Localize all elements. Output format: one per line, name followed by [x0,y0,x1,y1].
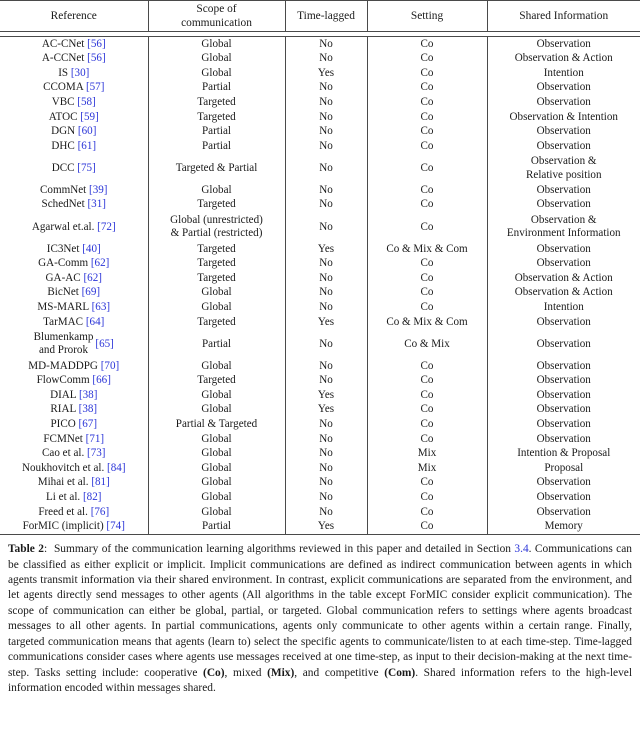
cell-time-lagged: No [285,490,367,505]
cell-scope-of-communication: Targeted & Partial [148,154,285,184]
cell-setting: Co [367,476,487,491]
cell-shared-information: Observation & Action [487,286,640,301]
column-header-scope-line1: Scope of [196,3,237,16]
caption-part5: . Shared information refers to the high-level information encoded within messages shared. [8,666,633,695]
reference-name: AC-CNet [41,37,88,50]
cell-shared-information: Memory [487,520,640,535]
cell-time-lagged: No [285,447,367,462]
cell-time-lagged: Yes [285,388,367,403]
cell-setting: Co [367,505,487,520]
table-row [0,37,640,52]
citation-link[interactable]: [62] [83,271,102,284]
table-row [0,447,640,462]
column-header-shared-information [487,1,640,32]
cell-time-lagged: No [285,417,367,432]
cell-shared-information: Observation [487,432,640,447]
cell-scope-of-communication: Partial [148,139,285,154]
column-header-scope [148,1,285,32]
cell-shared-information: Intention [487,66,640,81]
table-row [0,374,640,389]
cell-scope-of-communication: Targeted [148,374,285,389]
table-row [0,95,640,110]
cell-time-lagged: No [285,330,367,360]
cell-shared-information: Observation [487,374,640,389]
cell-time-lagged: No [285,183,367,198]
cell-reference [0,461,148,476]
reference-name: GA-Comm [38,257,91,270]
cell-setting: Co [367,154,487,184]
citation-link[interactable]: [66] [92,374,111,387]
table-row [0,330,640,360]
cell-setting: Co [367,183,487,198]
cell-scope-of-communication: Partial [148,520,285,535]
reference-name: MS-MARL [37,300,92,313]
table-row [0,212,640,242]
table-row [0,125,640,140]
citation-link[interactable]: [67] [78,418,98,431]
citation-link[interactable]: [81] [91,476,110,489]
cell-shared-information: Observation [487,257,640,272]
cell-shared-information: Observation [487,125,640,140]
table-header-row [0,1,640,32]
cell-time-lagged: Yes [285,315,367,330]
cell-shared-line2: Environment Information [506,227,621,240]
cell-time-lagged: No [285,374,367,389]
cell-reference [0,300,148,315]
cell-shared-information: Observation [487,505,640,520]
cell-time-lagged: No [285,212,367,242]
reference-name: GA-AC [45,271,84,284]
citation-link[interactable]: [65] [95,337,114,350]
column-header-time-lagged-line1: Time-lagged [297,9,355,22]
cell-reference [0,95,148,110]
cell-scope-of-communication: Partial [148,125,285,140]
cell-scope-of-communication: Global [148,461,285,476]
reference-name: ATOC [48,110,81,123]
cell-setting: Co [367,300,487,315]
cell-scope-of-communication: Global [148,300,285,315]
citation-link[interactable]: [69] [81,286,101,299]
cell-shared-information: Observation [487,37,640,52]
cell-shared-line2: Relative position [526,168,602,181]
cell-scope-of-communication: Global [148,359,285,374]
cell-setting: Co [367,95,487,110]
reference-name: IC3Net [46,242,83,255]
citation-link[interactable]: [60] [77,125,97,138]
bottom-rule-line [0,535,640,536]
citation-link[interactable]: [56] [87,37,106,50]
citation-link[interactable]: [30] [70,66,90,79]
cell-time-lagged: No [285,37,367,52]
column-header-shared-information-line1: Shared Information [519,9,609,22]
cell-setting: Co [367,271,487,286]
cell-setting: Co [367,139,487,154]
cell-setting: Co [367,81,487,96]
reference-name [34,331,94,357]
reference-name: MD-MADDPG [28,359,101,372]
citation-link[interactable]: [57] [85,81,105,94]
citation-link[interactable]: [76] [90,505,110,518]
table-row [0,315,640,330]
cell-reference [0,286,148,301]
reference-name: DHC [51,139,78,152]
citation-link[interactable]: [40] [82,242,101,255]
cell-scope-of-communication [148,212,285,242]
cell-shared-information: Observation [487,198,640,213]
reference-name: FCMNet [43,432,86,445]
cell-reference [0,447,148,462]
reference-name: Freed et al. [38,505,91,518]
cell-time-lagged: Yes [285,403,367,418]
cell-time-lagged: No [285,461,367,476]
table-row [0,432,640,447]
table-row [0,110,640,125]
cell-shared-line1: Observation & [530,214,597,227]
caption-colon: : [43,543,48,556]
reference-name: Li et al. [46,490,83,503]
cell-reference [0,490,148,505]
cell-setting: Co [367,374,487,389]
cell-setting: Co [367,37,487,52]
table-row [0,271,640,286]
citation-link[interactable]: [70] [100,359,120,372]
citation-link[interactable]: [63] [91,300,111,313]
cell-reference [0,374,148,389]
cell-shared-information: Observation [487,359,640,374]
cell-scope-of-communication: Partial & Targeted [148,417,285,432]
citation-link[interactable]: [84] [107,461,126,474]
cell-reference [0,242,148,257]
citation-link[interactable]: [64] [85,315,105,328]
table-row [0,359,640,374]
cell-reference [0,520,148,535]
cell-shared-information: Observation [487,81,640,96]
reference-name: RIAL [50,403,79,416]
cell-shared-information: Observation [487,330,640,360]
cell-reference [0,212,148,242]
cell-scope-of-communication: Global [148,490,285,505]
cell-time-lagged: No [285,198,367,213]
citation-link[interactable]: [61] [77,139,97,152]
cell-scope-of-communication: Targeted [148,271,285,286]
cell-setting: Co [367,359,487,374]
cell-shared-information: Observation & Action [487,271,640,286]
reference-name: Agarwal et.al. [31,220,98,233]
cell-setting: Mix [367,447,487,462]
cell-reference [0,110,148,125]
table-row [0,139,640,154]
cell-time-lagged: No [285,110,367,125]
caption-part4: , and competitive [294,666,385,679]
cell-scope-of-communication: Global [148,37,285,52]
reference-name: Cao et al. [42,447,87,460]
table-row [0,300,640,315]
table-caption [8,542,632,697]
cell-setting: Co [367,110,487,125]
cell-setting: Co & Mix & Com [367,315,487,330]
caption-bold-com: (Com) [384,666,416,679]
cell-scope-of-communication: Targeted [148,315,285,330]
cell-scope-line1: Global (unrestricted) [170,214,263,227]
cell-time-lagged: Yes [285,66,367,81]
cell-setting: Co & Mix & Com [367,242,487,257]
column-header-setting [367,1,487,32]
cell-scope-of-communication: Global [148,66,285,81]
table-row [0,417,640,432]
citation-link[interactable]: [62] [90,257,110,270]
cell-reference [0,403,148,418]
cell-time-lagged: No [285,257,367,272]
table-row [0,242,640,257]
citation-link[interactable]: [82] [82,490,102,503]
citation-link[interactable]: [39] [89,183,108,196]
cell-shared-information: Observation [487,403,640,418]
cell-reference [0,125,148,140]
reference-name: CommNet [40,183,89,196]
cell-setting: Co & Mix [367,330,487,360]
cell-time-lagged: No [285,359,367,374]
reference-name: DCC [51,161,78,174]
table-row [0,198,640,213]
citation-link[interactable]: [38] [78,403,98,416]
reference-name: DIAL [50,388,79,401]
cell-time-lagged: No [285,81,367,96]
cell-scope-of-communication: Global [148,388,285,403]
cell-reference [0,81,148,96]
caption-part1: Summary of the communication learning algorithms reviewed in this paper and detailed in Section [53,543,515,556]
cell-time-lagged: No [285,476,367,491]
cell-shared-information [487,154,640,184]
cell-setting: Co [367,490,487,505]
cell-reference [0,432,148,447]
cell-reference [0,198,148,213]
cell-time-lagged: No [285,95,367,110]
cell-shared-information: Intention [487,300,640,315]
cell-scope-of-communication: Global [148,447,285,462]
citation-link[interactable]: [73] [87,447,106,460]
table-row [0,505,640,520]
cell-reference [0,52,148,67]
cell-shared-information: Observation [487,315,640,330]
cell-scope-of-communication: Targeted [148,110,285,125]
caption-bold-co: (Co) [203,666,225,679]
reference-name: Mihai et al. [37,476,92,489]
caption-part3: , mixed [224,666,268,679]
column-header-time-lagged [285,1,367,32]
table-header [0,1,640,37]
cell-reference [0,154,148,184]
citation-link[interactable]: [74] [106,520,125,533]
table-row [0,154,640,184]
column-header-scope-line2: communication [181,16,252,29]
cell-reference [0,139,148,154]
table-row [0,286,640,301]
reference-name: Noukhovitch et al. [21,461,108,474]
column-header-setting-line1: Setting [410,9,444,22]
caption-bold-mix: (Mix) [267,666,295,679]
cell-scope-line2: & Partial (restricted) [170,227,263,240]
cell-time-lagged: No [285,154,367,184]
column-header-reference [0,1,148,32]
reference-name: ForMIC (implicit) [22,520,107,533]
cell-time-lagged: No [285,139,367,154]
cell-scope-of-communication: Global [148,505,285,520]
reference-name: VBC [51,96,78,109]
cell-shared-information: Observation & Action [487,52,640,67]
cell-scope-of-communication: Targeted [148,95,285,110]
cell-shared-information: Observation [487,139,640,154]
citation-link[interactable]: [38] [78,388,98,401]
cell-shared-information: Observation [487,242,640,257]
cell-setting: Co [367,125,487,140]
table-row [0,476,640,491]
cell-reference [0,388,148,403]
cell-scope-of-communication: Global [148,432,285,447]
cell-setting: Co [367,417,487,432]
cell-reference [0,315,148,330]
cell-reference [0,271,148,286]
cell-reference [0,417,148,432]
cell-time-lagged: No [285,432,367,447]
caption-label: Table 2 [8,543,44,556]
cell-time-lagged: Yes [285,242,367,257]
cell-setting: Co [367,403,487,418]
table-row [0,66,640,81]
cell-scope-of-communication: Partial [148,81,285,96]
section-reference-link[interactable]: 3.4 [514,543,529,556]
cell-setting: Co [367,286,487,301]
cell-scope-of-communication: Global [148,286,285,301]
table-row [0,257,640,272]
table-row [0,52,640,67]
cell-shared-information: Observation [487,417,640,432]
column-header-reference-line1: Reference [50,9,97,22]
cell-setting: Co [367,52,487,67]
table-bottom-rule [0,535,640,536]
cell-setting: Co [367,520,487,535]
cell-scope-of-communication: Partial [148,330,285,360]
cell-setting: Co [367,432,487,447]
reference-name: PICO [50,418,79,431]
cell-reference [0,183,148,198]
citation-link[interactable]: [72] [97,220,116,233]
cell-time-lagged: No [285,52,367,67]
table-row [0,490,640,505]
cell-setting: Co [367,388,487,403]
cell-time-lagged: No [285,300,367,315]
table-row [0,403,640,418]
cell-shared-information: Observation [487,388,640,403]
table-row [0,461,640,476]
cell-scope-of-communication: Targeted [148,242,285,257]
cell-scope-of-communication: Targeted [148,257,285,272]
cell-time-lagged: No [285,271,367,286]
cell-time-lagged: No [285,505,367,520]
cell-shared-line1: Observation & [530,155,597,168]
cell-setting: Co [367,198,487,213]
cell-reference [0,359,148,374]
citation-link[interactable]: [59] [80,110,99,123]
reference-name: DGN [51,125,78,138]
reference-name: BicNet [47,286,82,299]
cell-time-lagged: No [285,125,367,140]
reference-name: TarMAC [43,315,86,328]
cell-setting: Co [367,212,487,242]
cell-scope-of-communication: Targeted [148,198,285,213]
cell-time-lagged: Yes [285,520,367,535]
cell-shared-information: Observation [487,476,640,491]
reference-name: CCOMA [43,81,86,94]
cell-time-lagged: No [285,286,367,301]
table-row [0,520,640,535]
cell-shared-information: Observation & Intention [487,110,640,125]
table-row [0,388,640,403]
citation-link[interactable]: [71] [85,432,105,445]
cell-shared-information: Observation [487,183,640,198]
cell-shared-information: Observation [487,490,640,505]
cell-shared-information: Proposal [487,461,640,476]
reference-name: SchedNet [41,198,88,211]
cell-reference [0,257,148,272]
citation-link[interactable]: [31] [87,198,106,211]
table-row [0,81,640,96]
caption-part2: . Communications can be classified as either explicit or implicit. Implicit communications are defined as indirect communication between agents in which agents transmit information via their shared environment. In contrast, explicit communications are separated from the environment, and let agents directly send messages to other agents (All algorithms in the table except ForMIC consider explicit communication). The scope of communication can either be global, partial, or targeted. Global communication refers to settings where agents broadcast messages to all other agents. In partial communications, agents only communicate to other agents within a certain range. Finally, targeted communication means that agents (learn to) select the specific agents to communicate/listen to at each time-step. Time-lagged communications consider cases where agents use messages received at one time-step, as input to their decision-making at the next time-step. Tasks setting include: cooperative [8,543,632,679]
citation-link[interactable]: [58] [77,96,96,109]
cell-shared-information: Observation [487,95,640,110]
cell-setting: Mix [367,461,487,476]
citation-link[interactable]: [75] [77,161,96,174]
reference-name: IS [58,66,71,79]
cell-shared-information: Intention & Proposal [487,447,640,462]
reference-name: A-CCNet [41,52,88,65]
cell-scope-of-communication: Global [148,183,285,198]
cell-setting: Co [367,66,487,81]
table-row [0,183,640,198]
cell-scope-of-communication: Global [148,52,285,67]
cell-reference [0,505,148,520]
reference-name: FlowComm [36,374,93,387]
cell-reference [0,330,148,360]
cell-reference [0,37,148,52]
cell-reference [0,476,148,491]
citation-link[interactable]: [56] [87,52,106,65]
table-body [0,37,640,536]
cell-shared-information [487,212,640,242]
cell-scope-of-communication: Global [148,476,285,491]
cell-reference [0,66,148,81]
cell-scope-of-communication: Global [148,403,285,418]
cell-setting: Co [367,257,487,272]
reference-name-line2: and Prorok [39,344,88,357]
reference-name-line1: Blumenkamp [33,331,94,344]
